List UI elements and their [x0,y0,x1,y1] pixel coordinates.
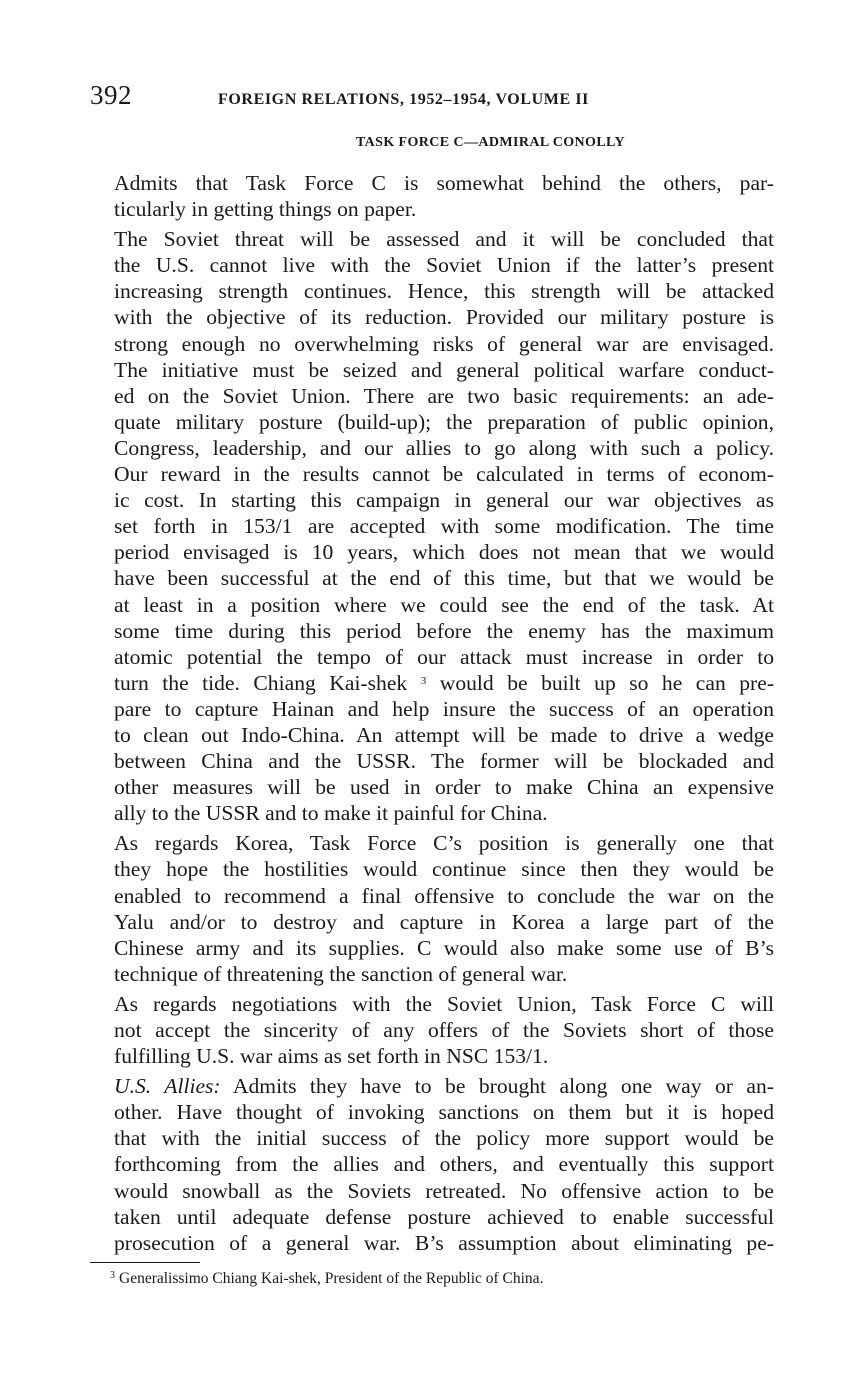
text-line: to clean out Indo-China. An attempt will be made to drive a wedge [114,722,774,747]
text-line: that with the initial success of the policy more support would be [114,1126,774,1151]
allies-label: U.S. Allies: [114,1074,221,1099]
text-fragment: turn the tide. Chiang Kai-shek [114,670,408,695]
text-line: they hope the hostilities would continue since then they would be [114,857,774,882]
text-line: Admits that Task Force C is somewhat behind the others, par- [114,171,774,195]
text-line: ally to the USSR and to make it painful for China. [114,801,548,826]
text-line: strong enough no overwhelming risks of general war are envisaged. [114,331,774,356]
text-line: between China and the USSR. The former will be blockaded and [114,749,774,774]
text-line: Yalu and/or to destroy and capture in Korea a large part of the [114,909,774,934]
paragraph-5 [90,1073,774,1256]
text-fragment: Admits they have to be brought along one way or an- [232,1074,774,1099]
text-line: some time during this period before the enemy has the maximum [114,618,774,643]
text-line: increasing strength continues. Hence, this strength will be attacked [114,279,774,304]
text-line: taken until adequate defense posture achieved to enable successful [114,1204,774,1229]
text-line: other measures will be used in order to make China an expensive [114,775,774,800]
text-line: ticularly in getting things on paper. [114,197,417,222]
text-line: ed on the Soviet Union. There are two basic requirements: an ade- [114,383,774,408]
text-line: Chinese army and its supplies. C would also make some use of B’s [114,935,774,960]
text-line: atomic potential the tempo of our attack must increase in order to [114,644,774,669]
text-line: enabled to recommend a final offensive to conclude the war on the [114,883,774,908]
text-line: period envisaged is 10 years, which does not mean that we would [114,540,774,565]
text-line: have been successful at the end of this time, but that we would be [114,566,774,591]
text-line: As regards Korea, Task Force C’s position is generally one that [114,831,774,856]
text-line: not accept the sincerity of any offers of the Soviets short of those [114,1018,774,1042]
page-number: 392 [90,80,132,110]
paragraph-2 [90,226,774,826]
text-line: quate military posture (build-up); the preparation of public opinion, [114,409,774,434]
footnote-divider [90,1262,200,1263]
footnote [110,1270,543,1288]
text-line [90,1073,774,1099]
text-line: would snowball as the Soviets retreated. No offensive action to be [114,1178,774,1203]
text-line: at least in a position where we could see the end of the task. At [114,592,774,617]
text-line: the U.S. cannot live with the Soviet Union if the latter’s present [114,253,774,278]
text-line: forthcoming from the allies and others, and eventually this support [114,1152,774,1177]
text-line: The initiative must be seized and general political warfare conduct- [114,357,774,382]
body-text [90,170,774,1260]
text-line [90,670,774,696]
footnote-reference: 3 [420,674,427,687]
text-line: with the objective of its reduction. Provided our military posture is [114,305,774,330]
running-title: FOREIGN RELATIONS, 1952–1954, VOLUME II [218,91,589,108]
text-line: prosecution of a general war. B’s assumption about eliminating pe- [114,1230,774,1255]
paragraph-4 [90,991,774,1069]
section-title-wrap [0,135,861,151]
text-line: Our reward in the results cannot be calculated in terms of econom- [114,462,774,487]
section-title: TASK FORCE C—ADMIRAL CONOLLY [355,135,626,150]
text-line: The Soviet threat will be assessed and it will be concluded that [114,227,774,252]
text-line: As regards negotiations with the Soviet Union, Task Force C will [114,991,774,1016]
text-line: Congress, leadership, and our allies to go along with such a policy. [114,435,774,460]
text-line: fulfilling U.S. war aims as set forth in NSC 153/1. [114,1044,549,1069]
paragraph-3 [90,830,774,987]
paragraph-1 [90,170,774,222]
text-line: ic cost. In starting this campaign in general our war objectives as [114,488,774,513]
text-line: pare to capture Hainan and help insure the success of an operation [114,696,774,721]
text-line: other. Have thought of invoking sanctions on them but it is hoped [114,1100,774,1125]
text-line: set forth in 153/1 are accepted with some modification. The time [114,514,774,539]
text-fragment: would be built up so he can pre- [439,670,775,695]
footnote-mark: 3 [110,1270,115,1281]
text-line: technique of threatening the sanction of general war. [114,961,568,986]
footnote-text: Generalissimo Chiang Kai-shek, President of the Republic of China. [119,1270,544,1287]
